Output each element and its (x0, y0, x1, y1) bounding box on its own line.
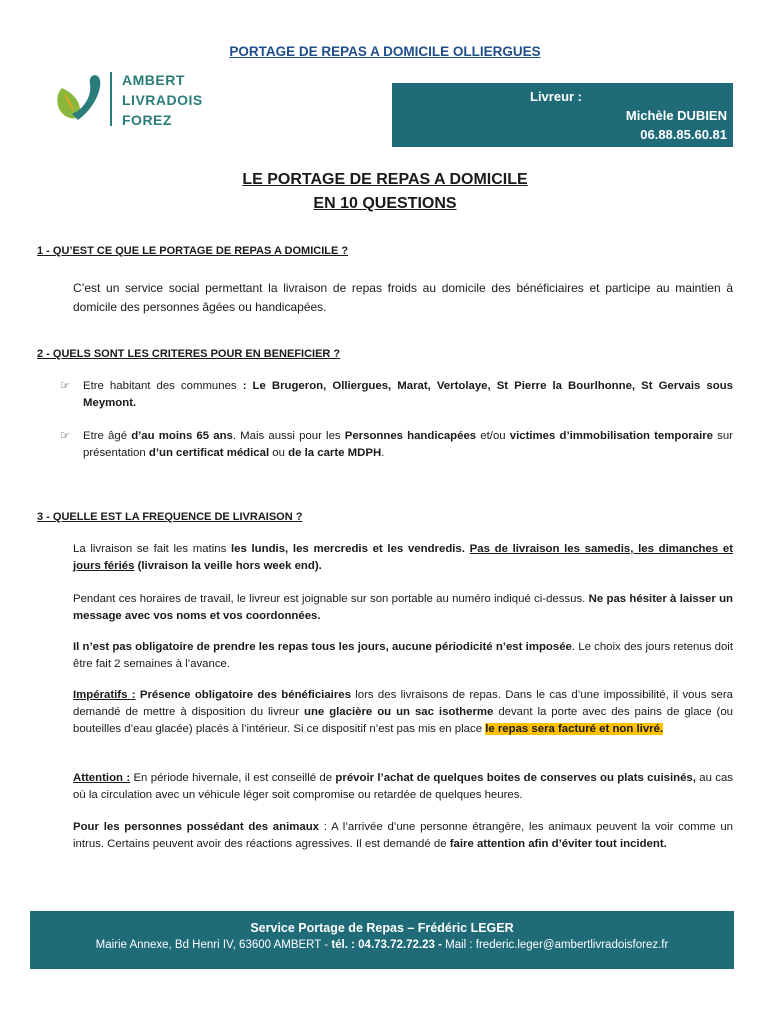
frequency-paragraph-3 (73, 639, 733, 673)
p2-text-a: Pendant ces horaires de travail, le livreur est joignable sur son portable au numéro indiqué ci-dessus. (73, 593, 589, 605)
logo-line-2: LIVRADOIS (122, 92, 203, 108)
p4-presence: Présence obligatoire des bénéficiaires (135, 689, 351, 701)
main-title (0, 168, 770, 216)
criteria-1-communes: : Le Brugeron, Olliergues, Marat, Vertolaye, St Pierre la Bourlhonne, St Gervais sous Meymont. (83, 380, 734, 409)
criteria-2-certificat: d’un certificat médical (148, 447, 270, 459)
livreur-name: Michèle DUBIEN (625, 108, 727, 123)
p2-message-note: Ne pas hésiter à laisser un message avec vos noms et vos coordonnées. (73, 593, 734, 622)
p4-text-c: lors des livraisons de repas. Dans le cas d’une impossibilité, il vous sera demandé de mettre à disposition du livreur (73, 689, 733, 718)
footer-address: Mairie Annexe, Bd Henri IV, 63600 AMBERT - (95, 939, 332, 951)
livreur-contact-box (392, 83, 733, 147)
question-1-text: C’est un service social permettant la livraison de repas froids au domicile des bénéficiaires et participe au maintien à domicile des personnes âgées ou handicapées. (73, 281, 733, 314)
p5-text-b: En période hivernale, il est conseillé de (130, 772, 336, 784)
footer-title: Service Portage de Repas – Frédéric LEGER (250, 921, 514, 935)
criteria-2-text-a: Etre âgé (83, 430, 132, 442)
footer-contact-line (30, 939, 734, 951)
footer-phone: tél. : 04.73.72.72.23 - (331, 939, 442, 951)
criteria-2-text-k: . (381, 447, 385, 459)
criteria-2-text-g: sur présentation (83, 430, 733, 459)
frequency-paragraph-6 (73, 819, 733, 853)
frequency-paragraph-4 (73, 687, 733, 738)
logo-heart-icon (52, 70, 114, 130)
criteria-2-immobilisation: victimes d’immobilisation temporaire (509, 430, 714, 442)
p1-weekend-note: (livraison la veille hors week end). (134, 560, 322, 572)
criteria-2-mdph: de la carte MDPH (288, 447, 382, 459)
p6-animaux: Pour les personnes possédant des animaux (73, 821, 320, 833)
criteria-1-text: Etre habitant des communes (83, 380, 243, 392)
livreur-label: Livreur : (530, 89, 583, 104)
p5-attention-label: Attention : (73, 772, 131, 784)
logo-line-1: AMBERT (122, 72, 185, 88)
footer-banner (30, 911, 734, 969)
criteria-bullet-2 (60, 428, 733, 462)
frequency-paragraph-5 (73, 770, 733, 804)
criteria-2-age: d’au moins 65 ans (131, 430, 233, 442)
p1-no-delivery: Pas de livraison les samedis, les dimanches et jours fériés (73, 543, 733, 572)
frequency-paragraph-1 (73, 541, 733, 575)
p1-text-a: La livraison se fait les matins (73, 543, 231, 555)
p3-not-mandatory: Il n’est pas obligatoire de prendre les repas tous les jours, aucune périodicité n’est imposée (73, 641, 572, 653)
criteria-bullet-1 (60, 378, 733, 412)
p5-text-d: au cas où la circulation avec un véhicule léger soit compromise ou retardée de quelques heures. (73, 772, 733, 801)
criteria-2-text-c: . Mais aussi pour les (232, 430, 345, 442)
criteria-2-text-i: ou (269, 447, 289, 459)
main-title-line-2: EN 10 QUESTIONS (313, 195, 457, 212)
document-header-title: PORTAGE DE REPAS A DOMICILE OLLIERGUES (229, 44, 541, 59)
main-title-line-1: LE PORTAGE DE REPAS A DOMICILE (242, 171, 528, 188)
p4-imperatifs-label: Impératifs : (73, 689, 136, 701)
livreur-phone: 06.88.85.60.81 (640, 127, 727, 142)
p4-glaciere: une glacière ou un sac isotherme (303, 706, 494, 718)
criteria-2-text-e: et/ou (476, 430, 510, 442)
question-3-heading: 3 - QUELLE EST LA FREQUENCE DE LIVRAISON ? (37, 511, 303, 523)
p4-text-e: devant la porte avec des pains de glace (ou bouteilles d’eau glacée) placés à l’intérieur. Si ce dispositif n’est pas mis en place (73, 706, 734, 735)
p6-text-b: : A l’arrivée d’une personne étrangère, les animaux peuvent la voir comme un intrus. Certains peuvent avoir des réactions agressives. Il est demandé de (73, 821, 734, 850)
pointing-hand-icon: ☞ (60, 380, 71, 392)
p5-conserves: prévoir l’achat de quelques boites de conserves ou plats cuisinés, (335, 772, 696, 784)
p3-text-b: . Le choix des jours retenus doit être fait 2 semaines à l’avance. (73, 641, 734, 670)
logo-divider (110, 72, 112, 126)
p1-days: les lundis, les mercredis et les vendredis. (230, 543, 465, 555)
criteria-2-handicap: Personnes handicapées (344, 430, 477, 442)
p6-attention: faire attention afin d’éviter tout incident. (449, 838, 667, 850)
pointing-hand-icon: ☞ (60, 430, 71, 442)
ambert-livradois-forez-logo (52, 70, 222, 130)
frequency-paragraph-2 (73, 591, 733, 625)
question-2-heading: 2 - QUELS SONT LES CRITERES POUR EN BENEFICIER ? (37, 348, 341, 360)
p4-highlight-facture: le repas sera facturé et non livré. (485, 723, 664, 735)
question-1-heading: 1 - QU’EST CE QUE LE PORTAGE DE REPAS A DOMICILE ? (37, 245, 349, 257)
logo-line-3: FOREZ (122, 112, 172, 128)
footer-email: Mail : frederic.leger@ambertlivradoisforez.fr (441, 939, 669, 951)
